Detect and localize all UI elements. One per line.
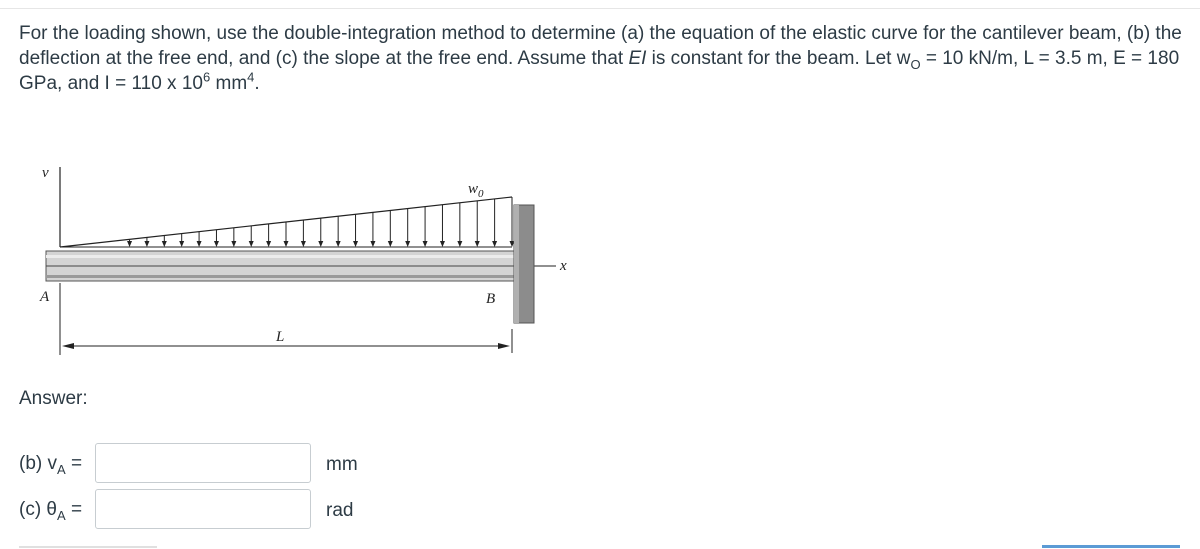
problem-mid: is constant for the beam. Let w	[646, 48, 911, 69]
slope-label-subscript: A	[57, 507, 66, 523]
top-divider	[0, 8, 1200, 9]
bottom-right-accent	[1042, 545, 1180, 548]
cantilever-beam-figure	[36, 165, 596, 355]
point-b-label: B	[486, 291, 496, 307]
slope-label	[19, 499, 82, 521]
point-a-label: A	[40, 289, 50, 305]
load-arrow-head	[144, 241, 149, 247]
beam-highlight-top	[46, 255, 514, 258]
x-axis-label: x	[560, 258, 567, 274]
problem-ei: EI	[628, 48, 647, 69]
load-arrow-head	[162, 241, 167, 247]
dim-arrow-right	[498, 343, 510, 349]
deflection-label-subscript: A	[57, 461, 66, 477]
load-arrow-head	[249, 241, 254, 247]
problem-intro: For the loading shown, use the double-integration method to determine (a) the equation of the elastic curve for the cantilever beam, (b) the deflection at the free end, and (c) the slope at the free end. Assume that	[19, 23, 1182, 69]
beam-shadow-bottom	[46, 275, 514, 278]
load-arrow-head	[423, 241, 428, 247]
load-arrow-head	[318, 241, 323, 247]
answer-row-deflection	[19, 443, 419, 485]
length-label: L	[276, 329, 285, 345]
load-label-w: w	[468, 181, 479, 197]
dim-arrow-left	[62, 343, 74, 349]
deflection-unit: mm	[326, 454, 358, 475]
slope-label-prefix: (c) θ	[19, 499, 57, 520]
load-arrow-head	[284, 241, 289, 247]
load-label-subscript: 0	[478, 188, 484, 200]
load-arrow-head	[457, 241, 462, 247]
load-arrow-head	[370, 241, 375, 247]
load-arrow-head	[214, 241, 219, 247]
problem-unit-exponent: 4	[247, 69, 255, 85]
deflection-input[interactable]	[95, 443, 311, 483]
problem-unit: mm	[210, 73, 248, 94]
load-arrow-head	[231, 241, 236, 247]
deflection-label-prefix: (b) v	[19, 453, 57, 474]
load-arrow-head	[266, 241, 271, 247]
fixed-wall-face	[514, 205, 519, 323]
problem-statement	[19, 21, 1189, 96]
problem-end: .	[254, 73, 260, 94]
problem-params: = 10 kN/m, L = 3.5 m, E = 180 GPa, and I = 110 x 10	[19, 48, 1180, 94]
problem-exponent: 6	[202, 69, 211, 85]
load-arrow-head	[475, 241, 480, 247]
load-arrow-head	[127, 241, 132, 247]
slope-label-equals: =	[65, 499, 83, 520]
load-arrow-head	[336, 241, 341, 247]
load-arrow-head	[388, 241, 393, 247]
answer-row-slope	[19, 489, 419, 531]
slope-input[interactable]	[95, 489, 311, 529]
load-arrow-head	[492, 241, 497, 247]
load-arrow-head	[440, 241, 445, 247]
v-axis-label: v	[42, 165, 49, 181]
bottom-left-divider	[19, 546, 157, 548]
load-arrow-head	[405, 241, 410, 247]
problem-w-subscript: O	[910, 56, 921, 72]
load-arrow-head	[301, 241, 306, 247]
deflection-label	[19, 453, 82, 475]
load-arrow-head	[197, 241, 202, 247]
answer-heading: Answer:	[19, 388, 88, 409]
distributed-load	[127, 197, 514, 247]
load-label	[468, 181, 484, 200]
slope-unit: rad	[326, 500, 354, 521]
load-arrow-head	[179, 241, 184, 247]
deflection-label-equals: =	[65, 453, 83, 474]
load-arrow-head	[353, 241, 358, 247]
